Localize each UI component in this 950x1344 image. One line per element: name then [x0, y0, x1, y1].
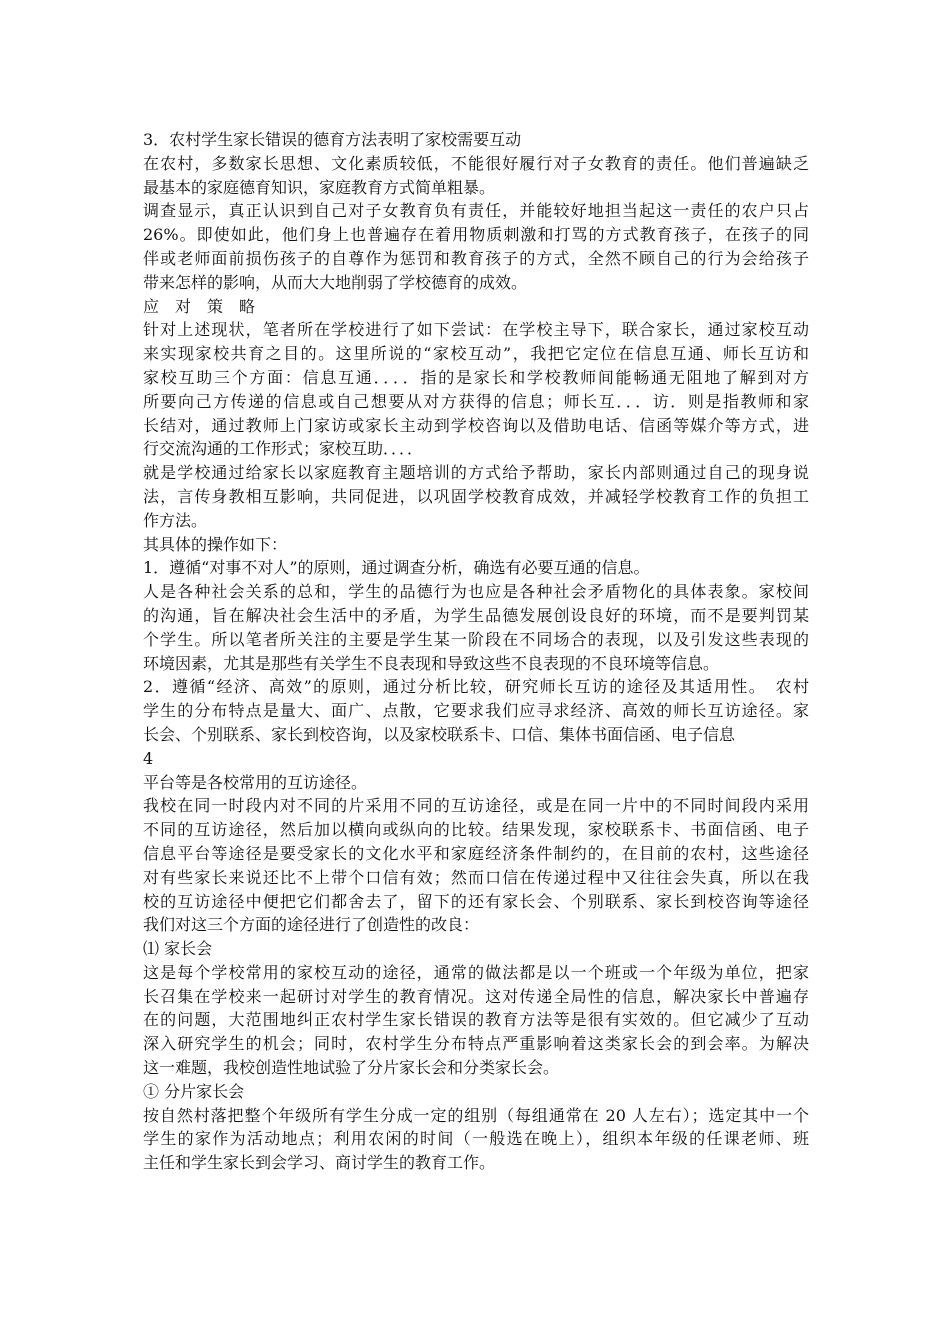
text-line: 人是各种社会关系的总和，学生的品德行为也应是各种社会矛盾物化的具体表象。家校间	[143, 582, 809, 602]
document-page	[143, 128, 809, 1175]
text-line: 针对上述现状，笔者所在学校进行了如下尝试：在学校主导下，联合家长，通过家校互动	[143, 320, 809, 340]
text-line: 长会、个别联系、家长到校咨询，以及家校联系卡、口信、集体书面信函、电子信息	[143, 724, 736, 744]
text-line: 作方法。	[143, 510, 208, 530]
text-line: 家校互助三个方面：信息互通．．．．指的是家长和学校教师间能畅通无阻地了解到对方	[143, 367, 809, 387]
text-line: 这一难题，我校创造性地试验了分片家长会和分类家长会。	[143, 1058, 560, 1078]
text-line: 长结对，通过教师上门家访或家长主动到学校咨询以及借助电话、信函等媒介等方式，进	[143, 415, 809, 435]
text-line: 2．遵循“经济、高效”的原则，通过分析比较，研究师长互访的途径及其适用性。 农村	[143, 677, 809, 697]
text-line: 学生的分布特点是量大、面广、点散，它要求我们应寻求经济、高效的师长互访途径。家	[143, 701, 809, 721]
text-line: 不同的互访途径，然后加以横向或纵向的比较。结果发现，家校联系卡、书面信函、电子	[143, 820, 809, 840]
text-line: 个学生。所以笔者所关注的主要是学生某一阶段在不同场合的表现，以及引发这些表现的	[143, 629, 809, 649]
text-line: 主任和学生家长到会学习、商讨学生的教育工作。	[143, 1153, 496, 1173]
text-line: 信息平台等途径是要受家长的文化水平和家庭经济条件制约的，在目前的农村，这些途径	[143, 843, 809, 863]
text-line: 平台等是各校常用的互访途径。	[143, 772, 368, 792]
text-line: ⑴ 家长会	[143, 939, 213, 959]
text-line: 带来怎样的影响，从而大大地削弱了学校德育的成效。	[143, 272, 528, 292]
text-line: 按自然村落把整个年级所有学生分成一定的组别（每组通常在 20 人左右）；选定其中一个	[143, 1105, 809, 1125]
text-line: 最基本的家庭德育知识，家庭教育方式简单粗暴。	[143, 177, 496, 197]
text-line: 我校在同一时段内对不同的片采用不同的互访途径，或是在同一片中的不同时间段内采用	[143, 796, 809, 816]
text-line: 在的问题，大范围地纠正农村学生家长错误的教育方法等是很有实效的。但它减少了互动	[143, 1010, 809, 1030]
text-line: 长召集在学校来一起研讨对学生的教育情况。这对传递全局性的信息，解决家长中普遍存	[143, 986, 809, 1006]
text-line: 1．遵循“对事不对人”的原则，通过调查分析，确选有必要互通的信息。	[143, 558, 650, 578]
text-line: 的沟通，旨在解决社会生活中的矛盾，为学生品德发展创设良好的环境，而不是要判罚某	[143, 605, 809, 625]
text-line: 其具体的操作如下：	[143, 534, 288, 554]
text-line: 学生的家作为活动地点；利用农闲的时间（一般选在晚上），组织本年级的任课老师、班	[143, 1129, 809, 1149]
text-line: 法，言传身教相互影响，共同促进，以巩固学校教育成效，并减轻学校教育工作的负担工	[143, 486, 809, 506]
text-line: 我们对这三个方面的途径进行了创造性的改良：	[143, 915, 480, 935]
text-line: 来实现家校共育之目的。这里所说的“家校互动”，我把它定位在信息互通、师长互访和	[143, 344, 809, 364]
text-line: 调查显示，真正认识到自己对子女教育负有责任，并能较好地担当起这一责任的农户只占	[143, 201, 809, 221]
text-line: 应 对 策 略	[143, 296, 256, 316]
text-line: 在农村，多数家长思想、文化素质较低，不能很好履行对子女教育的责任。他们普遍缺乏	[143, 153, 809, 173]
text-line: 环境因素，尤其是那些有关学生不良表现和导致这些不良表现的不良环境等信息。	[143, 653, 720, 673]
text-line: 26%。即使如此，他们身上也普遍存在着用物质刺激和打骂的方式教育孩子，在孩子的同	[143, 225, 809, 245]
text-line: 这是每个学校常用的家校互动的途径，通常的做法都是以一个班或一个年级为单位，把家	[143, 962, 809, 982]
text-line: 3．农村学生家长错误的德育方法表明了家校需要互动	[143, 130, 522, 149]
text-line: 4	[143, 748, 154, 768]
text-line: 所要向己方传递的信息或自己想要从对方获得的信息；师长互．．．访．则是指教师和家	[143, 391, 809, 411]
text-line: ① 分片家长会	[143, 1081, 245, 1101]
text-line: 伴或老师面前损伤孩子的自尊作为惩罚和教育孩子的方式，全然不顾自己的行为会给孩子	[143, 248, 809, 268]
text-line: 深入研究学生的机会；同时，农村学生分布特点严重影响着这类家长会的到会率。为解决	[143, 1034, 809, 1054]
text-line: 校的互访途径中便把它们都舍去了，留下的还有家长会、个别联系、家长到校咨询等途径	[143, 891, 809, 911]
text-line: 行交流沟通的工作形式；家校互助．．．．	[143, 439, 424, 459]
text-line: 对有些家长来说还比不上带个口信有效；然而口信在传递过程中又往往会失真，所以在我	[143, 867, 809, 887]
text-line: 就是学校通过给家长以家庭教育主题培训的方式给予帮助，家长内部则通过自己的现身说	[143, 463, 809, 483]
